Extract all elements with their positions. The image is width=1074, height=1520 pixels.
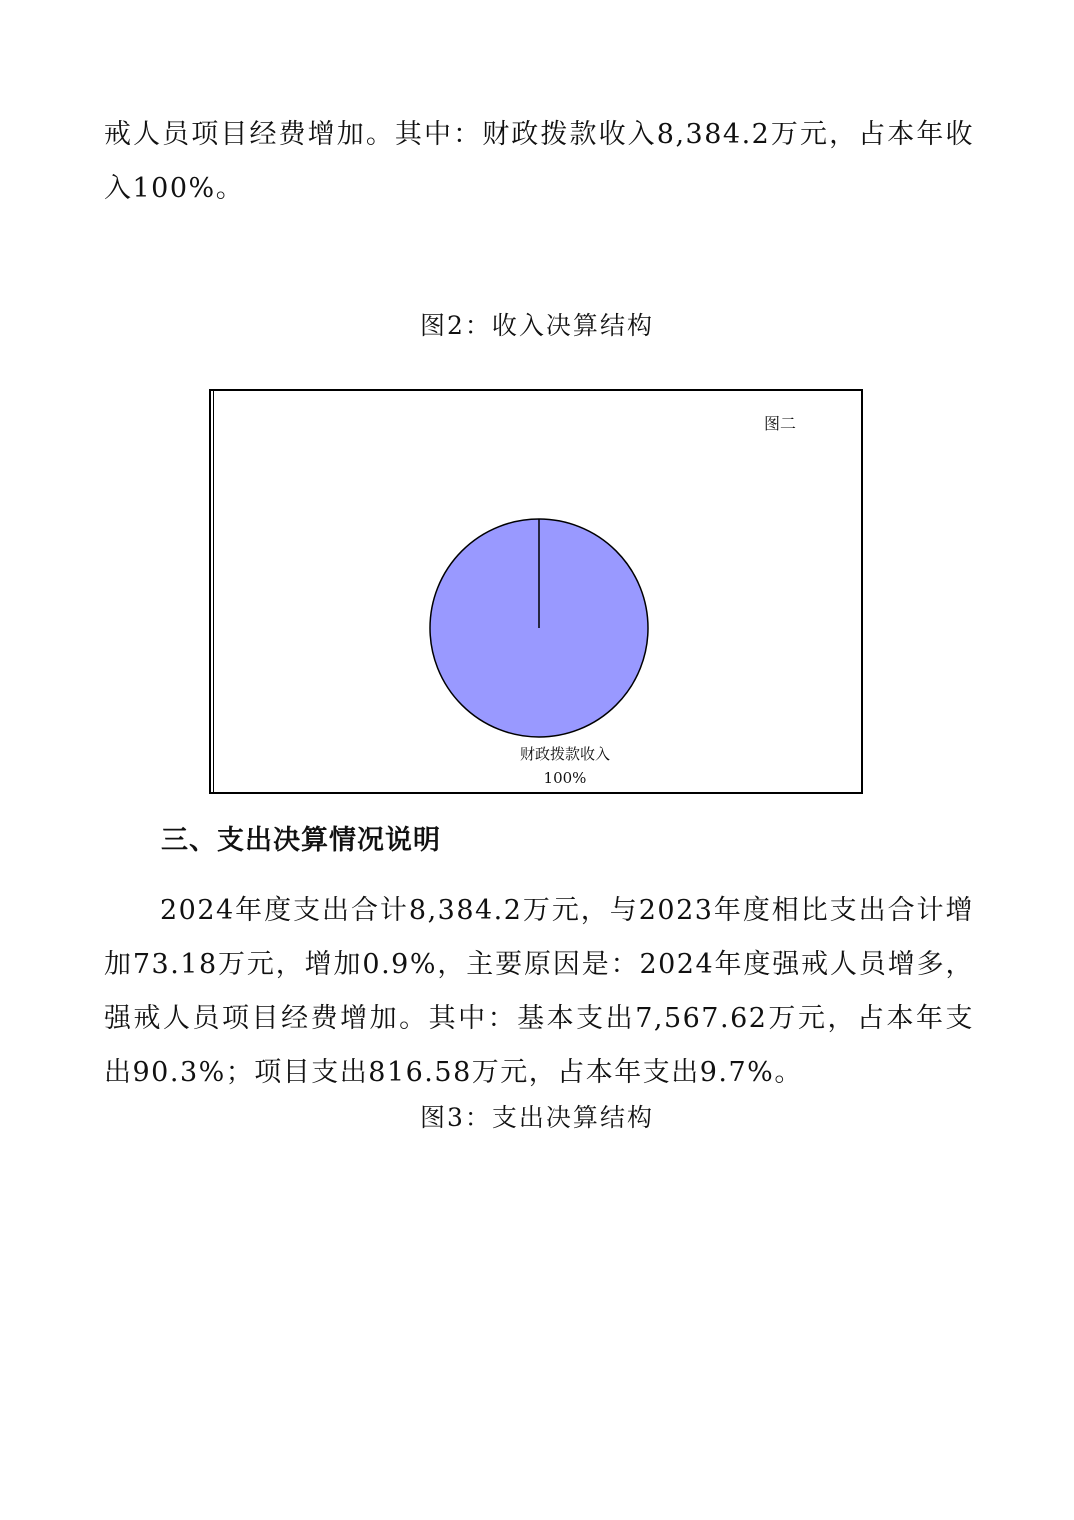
income-pie-chart — [209, 389, 863, 794]
figure-2-caption: 图2：收入决算结构 — [420, 311, 654, 340]
figure-3-caption: 图3：支出决算结构 — [420, 1103, 654, 1132]
chart-title: 图二 — [764, 414, 797, 433]
pie-svg — [211, 391, 861, 792]
section-3-heading: 三、支出决算情况说明 — [161, 825, 441, 856]
pie-slice-label: 财政拨款收入 — [519, 745, 610, 763]
pie-slice-percent: 100% — [543, 769, 587, 787]
body-paragraph-income: 戒人员项目经费增加。其中：财政拨款收入8,384.2万元，占本年收入100%。 — [104, 119, 974, 204]
body-paragraph-expenditure: 2024年度支出合计8,384.2万元，与2023年度相比支出合计增加73.18万元，增加0.9%，主要原因是：2024年度强戒人员增多，强戒人员项目经费增加。其中：基本支出7,567.62万元，占本年支出90.3%；项目支出816.58万元，占本年支出9.7%。 — [104, 895, 974, 1088]
